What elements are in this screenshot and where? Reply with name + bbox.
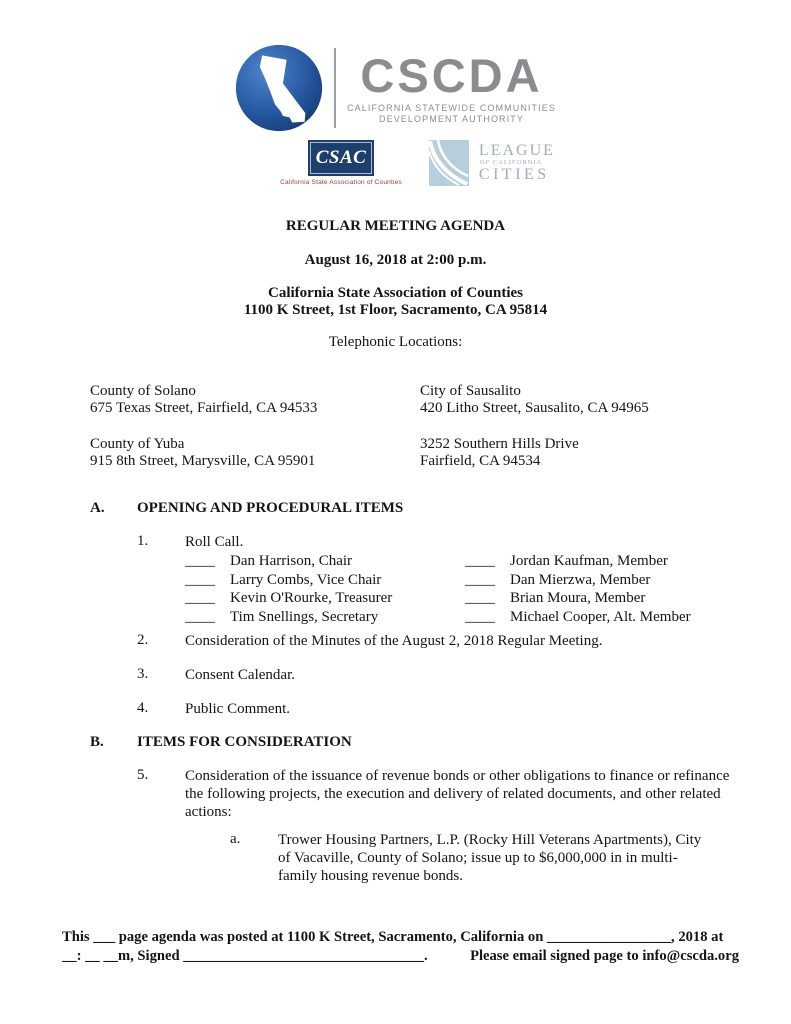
roll-call-blank: ____: [465, 571, 495, 588]
agenda-item-4: [90, 700, 736, 718]
section-title: OPENING AND PROCEDURAL ITEMS: [137, 500, 404, 516]
section-title: ITEMS FOR CONSIDERATION: [137, 734, 352, 751]
roll-call-name: Dan Harrison, Chair: [230, 553, 353, 569]
posting-statement-line2: [62, 947, 739, 966]
roll-call-left-column: [185, 552, 465, 626]
logo-divider: [334, 48, 336, 128]
roll-call-blank: ____: [465, 608, 495, 625]
league-of-california-cities-logo: [428, 140, 555, 186]
league-logo-text: [479, 143, 555, 183]
location-name: 3252 Southern Hills Drive: [420, 436, 579, 452]
affiliate-logos-row: [0, 140, 791, 186]
location-address: 420 Litho Street, Sausalito, CA 94965: [420, 400, 649, 416]
roll-call-right-column: [465, 552, 736, 626]
roll-call-row: [185, 571, 465, 590]
item-number: 4.: [137, 700, 149, 717]
league-line2: OF CALIFORNIA: [479, 159, 543, 166]
posting-statement-line1: This ___ page agenda was posted at 1100 K Street, Sacramento, California on _________________, 2018 at: [62, 929, 724, 945]
location-address: 915 8th Street, Marysville, CA 95901: [90, 453, 316, 469]
venue-address: 1100 K Street, 1st Floor, Sacramento, CA 95814: [243, 302, 548, 318]
location-southern-hills: [420, 436, 736, 470]
league-swoosh-icon: [428, 140, 470, 186]
telephonic-locations-label: Telephonic Locations:: [328, 334, 463, 350]
location-row: [90, 383, 736, 417]
item-text: Consent Calendar.: [185, 667, 295, 684]
item-text: Public Comment.: [185, 701, 290, 718]
posting-email-note: Please email signed page to info@cscda.org: [470, 948, 739, 964]
cscda-subtitle-line2: DEVELOPMENT AUTHORITY: [379, 113, 524, 124]
roll-call-blank: ____: [465, 590, 495, 607]
roll-call-blank: ____: [185, 608, 215, 625]
item-text: Consideration of the Minutes of the August 2, 2018 Regular Meeting.: [185, 633, 603, 650]
roll-call-row: [465, 589, 736, 608]
venue-name: California State Association of Counties: [268, 285, 523, 301]
roll-call-blank: ____: [185, 553, 215, 569]
roll-call-name: Brian Moura, Member: [510, 590, 646, 607]
location-name: City of Sausalito: [420, 383, 521, 399]
telephonic-locations: [90, 383, 736, 489]
roll-call-list: [185, 552, 736, 626]
item-number: 2.: [137, 632, 149, 649]
roll-call-name: Michael Cooper, Alt. Member: [510, 608, 691, 625]
item-number: 1.: [137, 533, 149, 549]
roll-call-row: [465, 571, 736, 590]
location-yuba: [90, 436, 420, 470]
roll-call-row: [465, 608, 736, 627]
cscda-logo: [0, 44, 791, 132]
roll-call-name: Dan Mierzwa, Member: [510, 571, 651, 588]
league-line3: CITIES: [478, 166, 550, 183]
agenda-item-2: [90, 632, 736, 650]
roll-call-name: Larry Combs, Vice Chair: [230, 571, 382, 588]
league-line1: LEAGUE: [478, 142, 555, 159]
california-globe-icon: [235, 44, 323, 132]
agenda-item-3: [90, 666, 736, 684]
location-address: Fairfield, CA 94534: [420, 453, 541, 469]
csac-logo: [280, 140, 402, 186]
roll-call-name: Jordan Kaufman, Member: [510, 553, 668, 569]
roll-call-name: Tim Snellings, Secretary: [230, 608, 379, 625]
item-number: 5.: [137, 767, 149, 784]
csac-caption: California State Association of Counties: [280, 179, 402, 186]
cscda-acronym: CSCDA: [360, 48, 543, 102]
roll-call-blank: ____: [465, 553, 495, 569]
location-row: [90, 436, 736, 470]
location-name: County of Solano: [90, 383, 196, 399]
item-text: Roll Call.: [185, 534, 244, 550]
agenda-item-5: [90, 767, 736, 821]
section-b-heading: [90, 734, 736, 751]
roll-call-row: [185, 589, 465, 608]
agenda-body: [90, 500, 736, 885]
page-title: REGULAR MEETING AGENDA: [285, 218, 506, 234]
roll-call-name: Kevin O'Rourke, Treasurer: [230, 590, 393, 607]
location-address: 675 Texas Street, Fairfield, CA 94533: [90, 400, 318, 416]
section-letter: A.: [90, 500, 105, 516]
location-sausalito: [420, 383, 736, 417]
section-a-heading: [90, 500, 736, 517]
subitem-text: Trower Housing Partners, L.P. (Rocky Hill Veterans Apartments), City of Vacaville, County of Solano; issue up to $6,000,000 in in multi-family housing revenue bonds.: [278, 832, 702, 885]
location-name: County of Yuba: [90, 436, 185, 452]
subitem-letter: a.: [230, 831, 241, 848]
csac-logo-box: [308, 140, 374, 176]
cscda-subtitle-line1: CALIFORNIA STATEWIDE COMMUNITIES: [347, 102, 556, 113]
title-block: [0, 218, 791, 351]
roll-call-blank: ____: [185, 571, 215, 588]
posting-signed-blank: __: __ __m, Signed _________________________________.: [62, 948, 428, 964]
item-number: 3.: [137, 666, 149, 683]
roll-call-row: [185, 608, 465, 627]
location-solano: [90, 383, 420, 417]
agenda-item-5a: [230, 831, 736, 885]
roll-call-row: [185, 552, 465, 571]
posting-statement: [62, 928, 739, 966]
agenda-item-1: [90, 533, 736, 551]
roll-call-row: [465, 552, 736, 571]
section-letter: B.: [90, 734, 104, 751]
roll-call-blank: ____: [185, 590, 215, 607]
item-text: Consideration of the issuance of revenue bonds or other obligations to finance or refinance the following projects, the execution and delivery of related documents, and other related actions:: [185, 768, 730, 821]
cscda-logo-text: [347, 48, 556, 125]
csac-acronym: CSAC: [315, 147, 367, 168]
meeting-datetime: August 16, 2018 at 2:00 p.m.: [304, 252, 487, 268]
